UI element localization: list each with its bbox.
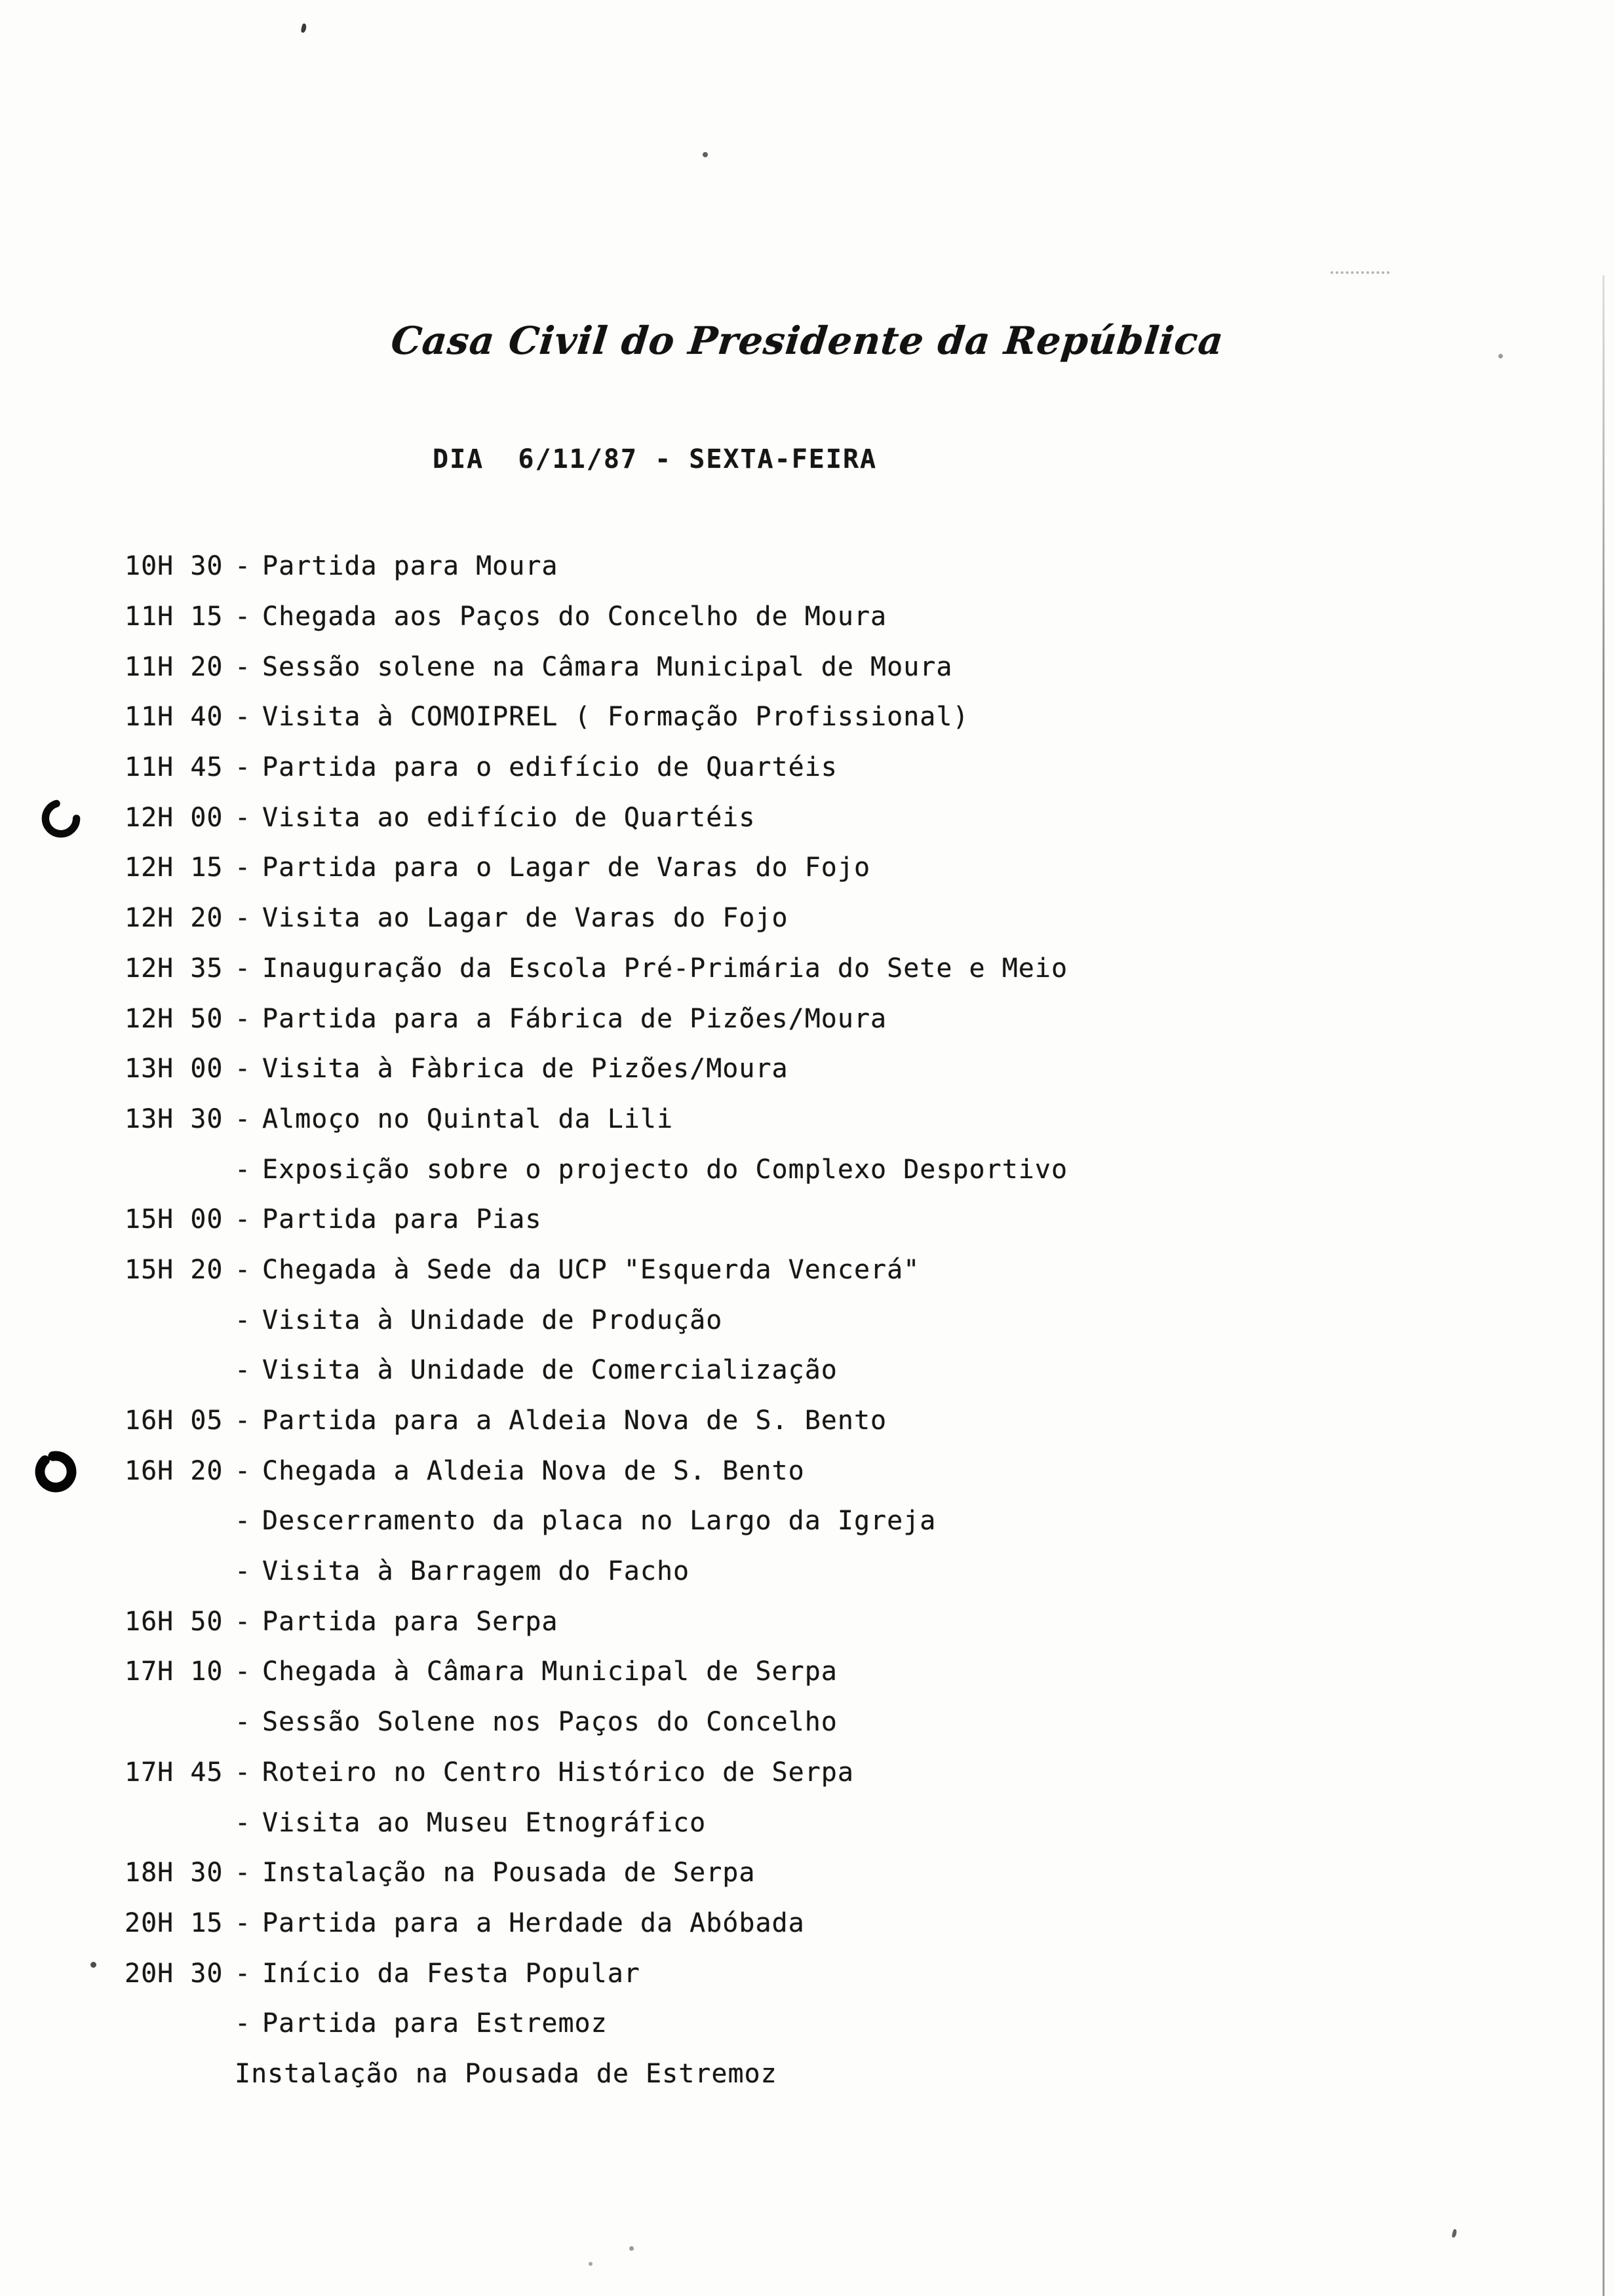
schedule-event: Visita à Fàbrica de Pizões/Moura (262, 1054, 788, 1084)
schedule-event: Visita ao Museu Etnográfico (262, 1807, 707, 1838)
schedule-event: Sessão solene na Câmara Municipal de Moura (262, 651, 953, 682)
schedule-time: 16H 05 (125, 1406, 224, 1436)
schedule-row (125, 1848, 1501, 1898)
schedule-dash: - (235, 1606, 252, 1637)
schedule-dash: - (235, 802, 252, 833)
schedule-dash: - (235, 1858, 252, 1888)
schedule-time: 11H 20 (125, 651, 224, 682)
schedule-event: Chegada à Câmara Municipal de Serpa (262, 1656, 838, 1687)
schedule-row (125, 1445, 1501, 1496)
schedule-row (125, 993, 1501, 1044)
scan-speck (90, 1962, 96, 1968)
schedule-event: Partida para Moura (262, 551, 558, 582)
scan-speck (301, 23, 307, 33)
schedule-event: Exposição sobre o projecto do Complexo Desportivo (262, 1154, 1068, 1185)
schedule-dash: - (235, 903, 252, 934)
schedule-event: Chegada aos Paços do Concelho de Moura (262, 602, 887, 632)
schedule-dash: - (235, 852, 252, 883)
schedule-dash: - (235, 1455, 252, 1486)
schedule-dash: - (235, 702, 252, 733)
schedule-event: Visita à Barragem do Facho (262, 1556, 690, 1587)
scan-speck (703, 152, 708, 157)
schedule-row (125, 1697, 1501, 1748)
schedule-row (125, 592, 1501, 642)
schedule-row (125, 641, 1501, 692)
schedule-dash: - (235, 1406, 252, 1436)
schedule-dash: - (235, 1355, 252, 1386)
date-heading: DIA 6/11/87 - SEXTA-FEIRA (433, 444, 878, 474)
ring-mark-icon (31, 1447, 80, 1496)
schedule-dash: - (235, 752, 252, 783)
schedule-row (125, 893, 1501, 944)
schedule-row (125, 2049, 1501, 2099)
schedule-row (125, 692, 1501, 742)
schedule-time: 11H 45 (125, 752, 224, 783)
schedule-event: Instalação na Pousada de Serpa (262, 1858, 756, 1888)
schedule-dash: - (235, 1556, 252, 1587)
schedule-row (125, 1396, 1501, 1446)
schedule-event: Partida para Estremoz (262, 2008, 608, 2039)
schedule-time: 18H 30 (125, 1858, 224, 1888)
schedule-row (125, 742, 1501, 793)
schedule-row (125, 792, 1501, 843)
schedule-time: 17H 10 (125, 1656, 224, 1687)
schedule-time: 15H 00 (125, 1204, 224, 1235)
schedule-event: Visita à Unidade de Produção (262, 1305, 723, 1335)
schedule-time: 20H 30 (125, 1958, 224, 1989)
schedule-row (125, 1496, 1501, 1546)
schedule-list (125, 541, 1501, 2099)
schedule-row (125, 1094, 1501, 1145)
schedule-event: Visita à Unidade de Comercialização (262, 1355, 838, 1386)
schedule-time: 11H 15 (125, 602, 224, 632)
schedule-dash: - (235, 1656, 252, 1687)
schedule-event: Descerramento da placa no Largo da Igreja (262, 1506, 937, 1537)
schedule-dash: - (235, 1003, 252, 1034)
schedule-dash: - (235, 1958, 252, 1989)
schedule-time: 12H 15 (125, 852, 224, 883)
schedule-time: 12H 20 (125, 903, 224, 934)
schedule-time: 10H 30 (125, 551, 224, 582)
schedule-time: 13H 30 (125, 1103, 224, 1134)
schedule-event: Inauguração da Escola Pré-Primária do Sete e Meio (262, 953, 1068, 984)
schedule-row (125, 1596, 1501, 1647)
schedule-event: Visita à COMOIPREL ( Formação Profissional) (262, 702, 969, 733)
schedule-event: Partida para o edifício de Quartéis (262, 752, 838, 783)
schedule-row (125, 1647, 1501, 1697)
schedule-dash: - (235, 2008, 252, 2039)
schedule-row (125, 1797, 1501, 1848)
schedule-row (125, 1345, 1501, 1396)
schedule-event: Partida para a Herdade da Abóbada (262, 1907, 805, 1938)
schedule-row (125, 944, 1501, 994)
schedule-dash: - (235, 651, 252, 682)
schedule-event: Roteiro no Centro Histórico de Serpa (262, 1757, 854, 1788)
schedule-dash: - (235, 1254, 252, 1285)
schedule-row (125, 1748, 1501, 1798)
schedule-time: 17H 45 (125, 1757, 224, 1788)
schedule-time: 16H 20 (125, 1455, 224, 1486)
schedule-event: Visita ao edifício de Quartéis (262, 802, 756, 833)
schedule-event: Chegada a Aldeia Nova de S. Bento (262, 1455, 805, 1486)
schedule-time: 20H 15 (125, 1907, 224, 1938)
schedule-time: 12H 00 (125, 802, 224, 833)
schedule-dash: - (235, 1506, 252, 1537)
schedule-dash: - (235, 1757, 252, 1788)
schedule-row (125, 1195, 1501, 1245)
schedule-dash: - (235, 1204, 252, 1235)
schedule-event: Instalação na Pousada de Estremoz (235, 2058, 777, 2089)
schedule-row (125, 843, 1501, 893)
crescent-mark-icon (38, 795, 84, 841)
schedule-time: 11H 40 (125, 702, 224, 733)
scan-speck (1498, 354, 1503, 358)
schedule-row (125, 1295, 1501, 1345)
schedule-event: Chegada à Sede da UCP "Esquerda Vencerá" (262, 1254, 920, 1285)
schedule-event: Partida para a Fábrica de Pizões/Moura (262, 1003, 887, 1034)
schedule-time: 16H 50 (125, 1606, 224, 1637)
schedule-event: Início da Festa Popular (262, 1958, 640, 1989)
schedule-event: Almoço no Quintal da Lili (262, 1103, 674, 1134)
schedule-dash: - (235, 953, 252, 984)
schedule-row (125, 1044, 1501, 1094)
schedule-dash: - (235, 1154, 252, 1185)
schedule-row (125, 1898, 1501, 1949)
schedule-dash: - (235, 1707, 252, 1738)
schedule-dash: - (235, 1907, 252, 1938)
schedule-time: 13H 00 (125, 1054, 224, 1084)
schedule-row (125, 1546, 1501, 1597)
schedule-time: 15H 20 (125, 1254, 224, 1285)
schedule-event: Sessão Solene nos Paços do Concelho (262, 1707, 838, 1738)
scan-edge-line (1603, 275, 1605, 2296)
schedule-row (125, 1245, 1501, 1295)
scan-speck (1452, 2229, 1458, 2238)
schedule-event: Partida para Pias (262, 1204, 542, 1235)
schedule-row (125, 1948, 1501, 1999)
scan-speck (589, 2262, 593, 2266)
schedule-row (125, 541, 1501, 592)
schedule-dash: - (235, 551, 252, 582)
schedule-row (125, 1144, 1501, 1195)
ink-ring-mark-bottom (31, 1447, 80, 1499)
schedule-row (125, 1999, 1501, 2049)
schedule-event: Partida para o Lagar de Varas do Fojo (262, 852, 871, 883)
schedule-event: Partida para Serpa (262, 1606, 558, 1637)
schedule-event: Partida para a Aldeia Nova de S. Bento (262, 1406, 887, 1436)
schedule-time: 12H 35 (125, 953, 224, 984)
schedule-event: Visita ao Lagar de Varas do Fojo (262, 903, 788, 934)
schedule-dash: - (235, 1305, 252, 1335)
ink-ring-mark-top (38, 795, 84, 844)
schedule-dash: - (235, 1807, 252, 1838)
schedule-dash: - (235, 602, 252, 632)
scan-speck (1331, 269, 1390, 274)
schedule-time: 12H 50 (125, 1003, 224, 1034)
schedule-dash: - (235, 1054, 252, 1084)
schedule-dash: - (235, 1103, 252, 1134)
scan-speck (629, 2246, 634, 2251)
letterhead-script-text: Casa Civil do Presidente da República (389, 318, 1226, 363)
